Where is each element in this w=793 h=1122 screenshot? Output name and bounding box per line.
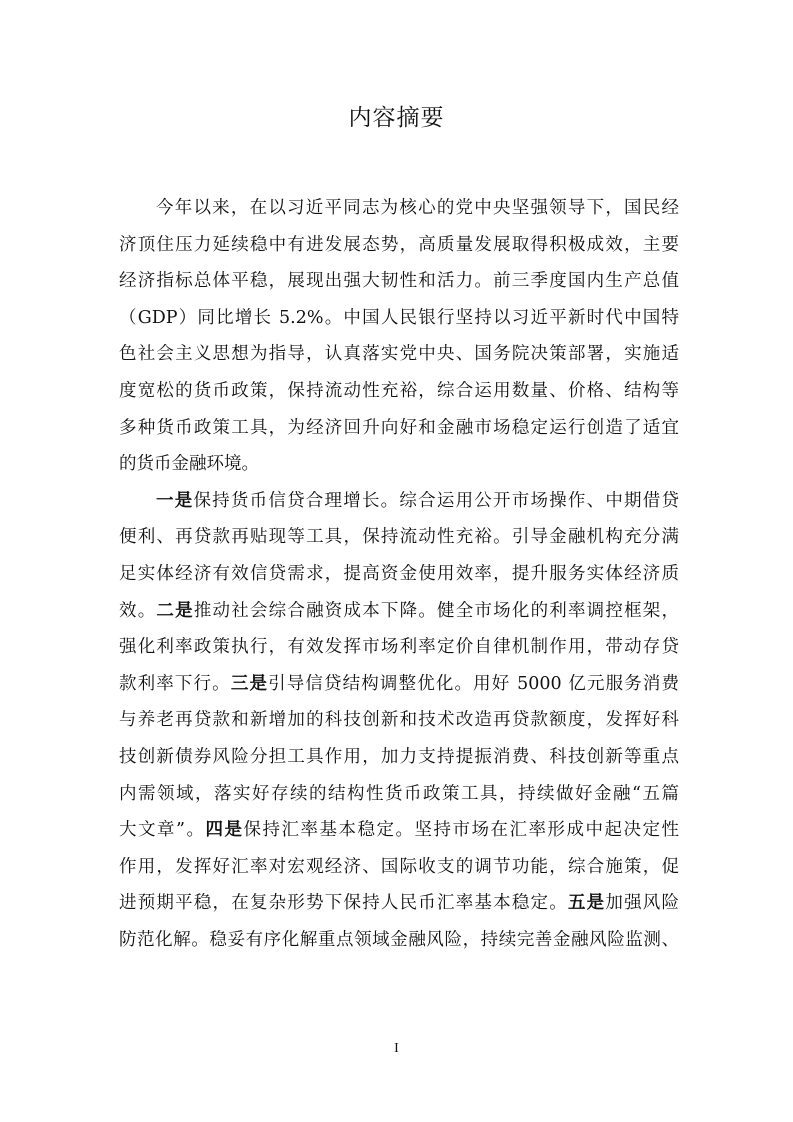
summary-body: [119, 190, 679, 958]
text-segment: 引导信贷结构调整优化。用好 5000 亿元服务消费: [268, 673, 680, 694]
text-line: [119, 410, 679, 447]
text-segment: 与养老再贷款和新增加的科技创新和技术改造再贷款额度，发挥好科: [119, 710, 679, 731]
bold-keyword: 三是: [230, 673, 269, 694]
text-segment: 保持汇率基本稳定。坚持市场在汇率形成中起决定性: [243, 820, 680, 841]
text-segment: 足实体经济有效信贷需求，提高资金使用效率，提升服务实体经济质: [119, 563, 679, 584]
text-segment: 今年以来，在以习近平同志为核心的党中央坚强领导下，国民经: [156, 198, 679, 218]
bold-keyword: 一是: [156, 490, 194, 511]
text-segment: 色社会主义思想为指导，认真落实党中央、国务院决策部署，实施适: [119, 344, 679, 365]
text-segment: 款利率下行。: [119, 673, 231, 694]
text-line: [119, 336, 679, 373]
text-line: [119, 300, 679, 337]
text-segment: 济顶住压力延续稳中有进发展态势，高质量发展取得积极成效，主要: [119, 234, 679, 255]
text-segment: 大文章”。: [119, 820, 206, 841]
text-line: [119, 190, 679, 227]
text-line: [119, 849, 679, 886]
page-title: 内容摘要: [348, 105, 445, 131]
text-segment: 加强风险: [605, 893, 680, 914]
text-line: [119, 483, 679, 520]
text-line: [119, 629, 679, 666]
text-segment: 多种货币政策工具，为经济回升向好和金融市场稳定运行创造了适宜: [119, 417, 679, 438]
text-segment: （GDP）同比增长 5.2%。中国人民银行坚持以习近平新时代中国特: [119, 307, 679, 328]
text-segment: 便利、再贷款再贴现等工具，保持流动性充裕。引导金融机构充分满: [119, 527, 679, 548]
text-line: [119, 812, 679, 849]
text-line: [119, 776, 679, 813]
text-line: [119, 373, 679, 410]
text-line: [119, 446, 679, 483]
bold-keyword: 五是: [567, 893, 606, 914]
text-line: [119, 519, 679, 556]
text-line: [119, 885, 679, 922]
text-segment: 作用，发挥好汇率对宏观经济、国际收支的调节功能，综合施策，促: [119, 856, 679, 877]
text-segment: 度宽松的货币政策，保持流动性充裕，综合运用数量、价格、结构等: [119, 380, 679, 401]
text-segment: 效。: [119, 600, 157, 621]
text-line: [119, 666, 679, 703]
text-segment: 进预期平稳，在复杂形势下保持人民币汇率基本稳定。: [119, 893, 568, 914]
text-line: [119, 263, 679, 300]
bold-keyword: 四是: [205, 820, 244, 841]
text-line: [119, 227, 679, 264]
text-line: [119, 556, 679, 593]
text-segment: 技创新债券风险分担工具作用，加力支持提振消费、科技创新等重点: [119, 746, 679, 767]
text-segment: 防范化解。稳妥有序化解重点领域金融风险，持续完善金融风险监测、: [119, 929, 679, 950]
text-segment: 经济指标总体平稳，展现出强大韧性和活力。前三季度国内生产总值: [119, 271, 679, 292]
text-segment: 保持货币信贷合理增长。综合运用公开市场操作、中期借贷: [193, 490, 680, 511]
text-line: [119, 702, 679, 739]
page-number: I: [394, 1041, 399, 1056]
bold-keyword: 二是: [156, 600, 194, 621]
text-segment: 的货币金融环境。: [119, 454, 259, 475]
text-line: [119, 922, 679, 959]
text-segment: 内需领域，落实好存续的结构性货币政策工具，持续做好金融“五篇: [119, 783, 679, 804]
text-segment: 推动社会综合融资成本下降。健全市场化的利率调控框架，: [193, 600, 680, 621]
text-line: [119, 593, 679, 630]
text-line: [119, 739, 679, 776]
text-segment: 强化利率政策执行，有效发挥市场利率定价自律机制作用，带动存贷: [119, 637, 679, 658]
